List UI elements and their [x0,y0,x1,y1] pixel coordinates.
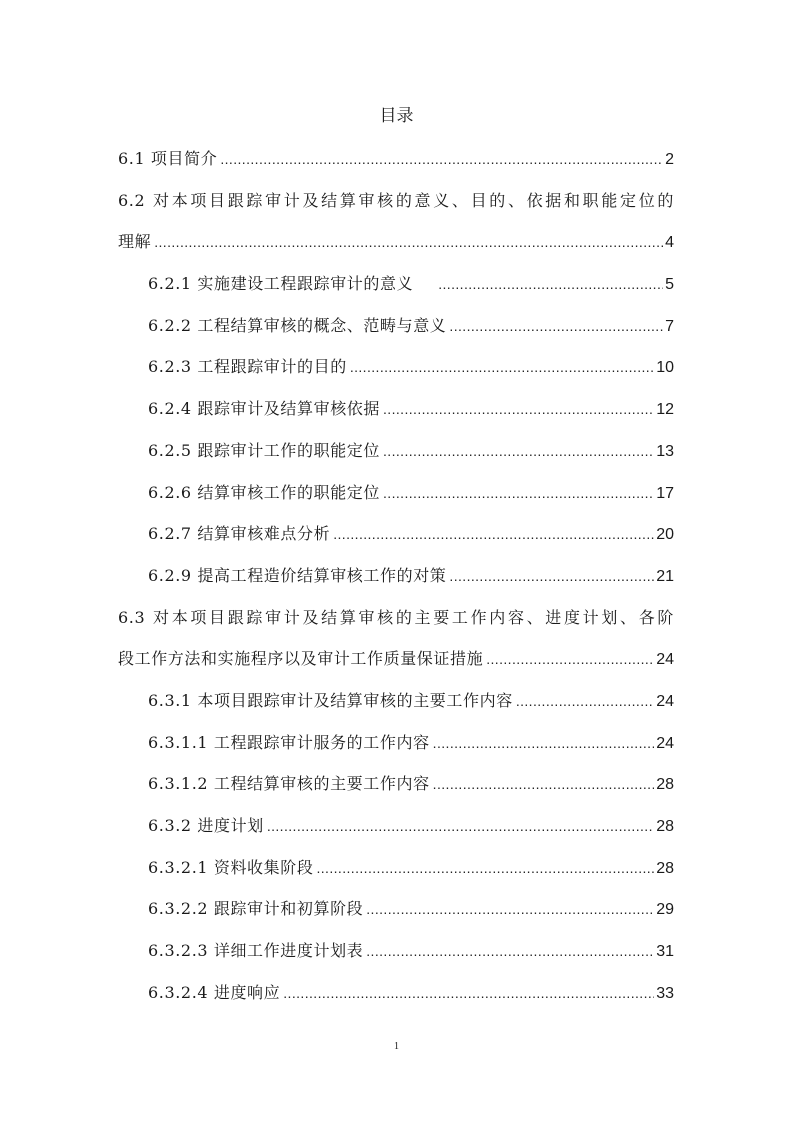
toc-page-number: 17 [656,484,674,502]
toc-entry-6-3-2-1[interactable] [118,853,674,895]
toc-entry-text: 6.2 对本项目跟踪审计及结算审核的意义、目的、依据和职能定位的 [118,190,674,210]
toc-page-number: 28 [656,859,674,877]
toc-entry-6-2-7[interactable] [118,519,674,561]
toc-entry-6-2-4[interactable] [118,394,674,436]
toc-entry-6-2-line1[interactable] [118,186,674,228]
dot-leader [366,936,654,966]
toc-entry-text: 6.3.1.2 工程结算审核的主要工作内容 [148,774,430,794]
toc-entry-6-3-line1[interactable] [118,603,674,645]
toc-entry-6-2-line2[interactable] [118,227,674,269]
toc-entry-text: 6.2.9 提高工程造价结算审核工作的对策 [148,565,447,585]
toc-entry-text: 6.2.7 结算审核难点分析 [148,524,331,544]
dot-leader [366,894,654,924]
dot-leader [383,478,654,508]
toc-entry-6-3-1[interactable] [118,686,674,728]
toc-entry-text: 6.3.2.4 进度响应 [148,982,281,1002]
toc-entry-text: 6.2.5 跟踪审计工作的职能定位 [148,440,380,460]
toc-page-number: 24 [656,692,674,710]
toc-entry-6-3-line2[interactable] [118,644,674,686]
dot-leader [350,352,654,382]
dot-leader [154,227,663,257]
toc-page-number: 28 [656,776,674,794]
toc-entry-6-2-1[interactable] [118,269,674,311]
dot-leader [267,811,654,841]
toc-entry-6-3-1-2[interactable] [118,769,674,811]
toc-page-number: 20 [656,526,674,544]
toc-entry-6-2-2[interactable] [118,311,674,353]
toc-entry-text: 6.3.2.1 资料收集阶段 [148,857,314,877]
toc-page-number: 21 [656,567,674,585]
toc-page-number: 33 [656,984,674,1002]
toc-entry-text-continuation: 理解 [118,232,152,252]
table-of-contents [118,144,674,1019]
toc-page-number: 28 [656,818,674,835]
toc-entry-text: 6.3.2.3 详细工作进度计划表 [148,941,364,961]
toc-entry-text: 6.3.2 进度计划 [148,816,264,835]
dot-leader [333,519,654,549]
toc-entry-6-1[interactable] [118,144,674,186]
toc-entry-6-3-1-1[interactable] [118,728,674,770]
dot-leader [433,728,655,758]
dot-leader [516,686,654,716]
toc-entry-text: 6.2.1 实施建设工程跟踪审计的意义 [148,274,414,294]
toc-page-number: 13 [656,442,674,460]
dot-leader [383,436,654,466]
toc-page-number: 7 [665,317,674,335]
toc-entry-text: 6.3.1 本项目跟踪审计及结算审核的主要工作内容 [148,690,513,710]
toc-entry-text: 6.2.6 结算审核工作的职能定位 [148,482,380,502]
dot-leader [383,394,654,424]
toc-entry-6-2-3[interactable] [118,352,674,394]
dot-leader [220,144,663,174]
toc-entry-text: 6.3 对本项目跟踪审计及结算审核的主要工作内容、进度计划、各阶 [118,607,674,627]
toc-entry-6-3-2[interactable] [118,811,674,853]
dot-leader [486,644,654,674]
toc-page-number: 24 [656,651,674,669]
dot-leader [438,269,663,299]
toc-page-number: 4 [665,234,674,252]
toc-page-number: 10 [656,359,674,377]
toc-entry-text-continuation: 段工作方法和实施程序以及审计工作质量保证措施 [118,649,484,669]
toc-page-number: 2 [665,151,674,168]
toc-entry-text: 6.2.2 工程结算审核的概念、范畴与意义 [148,315,447,335]
toc-entry-6-3-2-4[interactable] [118,978,674,1020]
toc-entry-6-3-2-3[interactable] [118,936,674,978]
toc-page-number: 29 [656,901,674,919]
dot-leader [316,853,654,883]
dot-leader [449,311,663,341]
toc-page-number: 12 [656,401,674,419]
toc-entry-6-2-5[interactable] [118,436,674,478]
toc-page-number: 5 [665,276,674,294]
toc-entry-text: 6.2.4 跟踪审计及结算审核依据 [148,399,380,419]
toc-page-number: 24 [656,734,674,752]
toc-entry-text: 6.3.2.2 跟踪审计和初算阶段 [148,899,364,919]
toc-entry-text: 6.2.3 工程跟踪审计的目的 [148,357,347,377]
toc-entry-6-3-2-2[interactable] [118,894,674,936]
dot-leader [433,769,655,799]
dot-leader [449,561,654,591]
toc-entry-6-2-6[interactable] [118,478,674,520]
toc-entry-text: 6.3.1.1 工程跟踪审计服务的工作内容 [148,732,430,752]
page-number-footer: 1 [394,1041,399,1052]
toc-title: 目录 [379,106,414,126]
toc-page-number: 31 [656,943,674,961]
dot-leader [283,978,654,1008]
toc-entry-text: 6.1 项目简介 [118,149,218,168]
toc-entry-6-2-9[interactable] [118,561,674,603]
